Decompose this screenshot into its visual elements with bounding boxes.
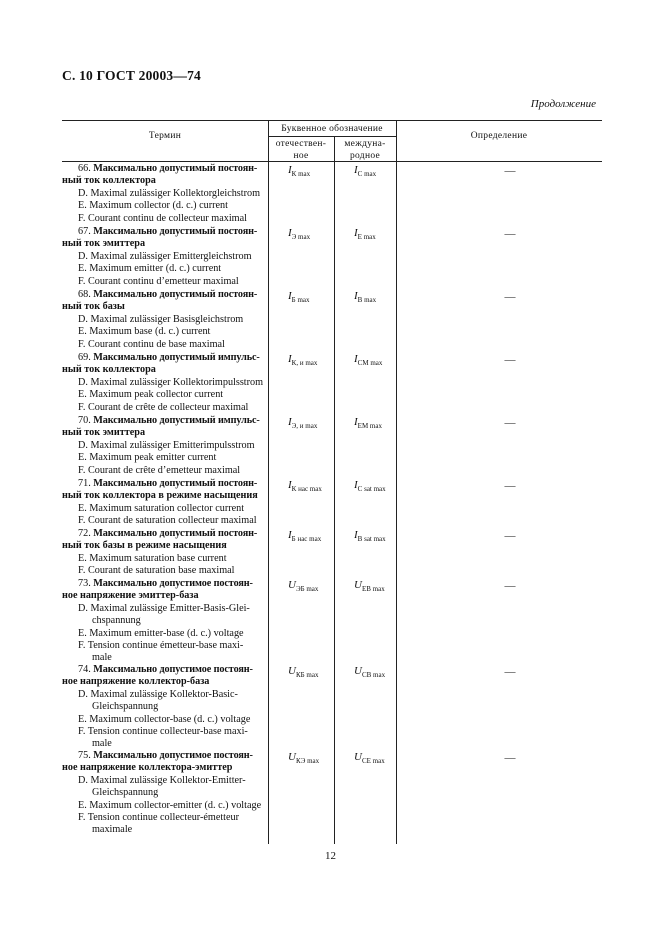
- definition-cell: —: [504, 530, 516, 542]
- page-header: С. 10 ГОСТ 20003—74: [62, 68, 201, 83]
- symbol-subscript: CE max: [361, 757, 385, 765]
- symbol-subscript: EM max: [357, 422, 382, 430]
- term-title-line: ное напряжение коллектор-база: [62, 676, 210, 688]
- translation-line: F. Tension continue collecteur-émetteur: [78, 812, 240, 824]
- symbol-base: U: [354, 665, 362, 677]
- term-title: [62, 352, 268, 364]
- domestic-symbol: [288, 416, 317, 430]
- definition-cell: —: [504, 228, 516, 240]
- symbol-base: I: [288, 164, 292, 176]
- symbol-subscript: ЭБ max: [295, 585, 319, 593]
- symbol-base: I: [288, 479, 292, 491]
- domestic-symbol: [288, 665, 318, 679]
- translation-line: Gleichspannung: [92, 701, 159, 713]
- term-title-line: ный ток базы в режиме насыщения: [62, 540, 227, 552]
- symbol-subscript: К, и max: [291, 359, 318, 367]
- header-international-line: междуна-: [344, 139, 386, 149]
- symbol-subscript: КЭ max: [295, 757, 320, 765]
- page-number: 12: [325, 850, 336, 862]
- term-number: 73.: [78, 578, 91, 589]
- term-title-line: Максимально допустимый импульс-: [93, 352, 260, 363]
- term-title: [62, 175, 268, 187]
- column-rule-definition: [396, 120, 397, 844]
- term-number: 70.: [78, 415, 91, 426]
- term-title: [62, 762, 268, 774]
- translation-line: D. Maximal zulässiger Emittergleichstrom: [78, 250, 252, 262]
- translation-line: D. Maximal zulässige Emitter-Basis-Glei-: [78, 602, 250, 614]
- translation-line: E. Maximum emitter (d. c.) current: [78, 263, 222, 275]
- term-number: 68.: [78, 289, 91, 300]
- symbol-base: I: [288, 353, 292, 365]
- international-symbol: [354, 416, 382, 430]
- term-title-line: ный ток базы: [62, 301, 125, 313]
- term-entry: [62, 226, 268, 288]
- column-rule-symbols: [334, 136, 335, 844]
- term-title-line: ное напряжение эмиттер-база: [62, 590, 199, 602]
- translation-line: E. Maximum base (d. c.) current: [78, 326, 211, 338]
- term-title-line: Максимально допустимый импульс-: [93, 415, 260, 426]
- symbol-base: I: [354, 529, 358, 541]
- translation-line: maximale: [92, 824, 133, 836]
- term-title-line: Максимально допустимое постоян-: [93, 750, 253, 761]
- domestic-symbol: [288, 164, 310, 178]
- term-title-line: ный ток коллектора в режиме насыщения: [62, 490, 258, 502]
- term-title-line: ный ток коллектора: [62, 175, 156, 187]
- translation-line: F. Courant continu d’emetteur maximal: [78, 275, 239, 287]
- term-title: [62, 590, 268, 602]
- international-symbol: [354, 353, 382, 367]
- term-entry: [62, 528, 268, 578]
- international-symbol: [354, 227, 376, 241]
- term-title-line: ное напряжение коллектора-эмиттер: [62, 762, 233, 774]
- term-title: [62, 578, 268, 590]
- symbol-subscript: Э, и max: [291, 422, 318, 430]
- term-title: [62, 490, 268, 502]
- international-symbol: [354, 479, 386, 493]
- term-title: [62, 415, 268, 427]
- translation-line: F. Courant de crête d’emetteur maximal: [78, 464, 241, 476]
- translation-line: F. Courant de saturation collecteur maximal: [78, 515, 257, 527]
- term-entry: [62, 664, 268, 751]
- term-title: [62, 750, 268, 762]
- term-entry: [62, 750, 268, 837]
- symbol-subscript: E max: [357, 233, 376, 241]
- definition-cell: —: [504, 666, 516, 678]
- international-symbol: [354, 751, 385, 765]
- definition-cell: —: [504, 354, 516, 366]
- terms-table: [62, 120, 602, 844]
- symbol-base: U: [288, 751, 296, 763]
- international-symbol: [354, 290, 376, 304]
- term-title-line: Максимально допустимый постоян-: [93, 478, 258, 489]
- translation-line: E. Maximum peak collector current: [78, 389, 224, 401]
- term-title-line: Максимально допустимый постоян-: [93, 289, 258, 300]
- header-domestic-line: отечествен-: [275, 139, 327, 149]
- symbol-base: I: [354, 479, 358, 491]
- term-title: [62, 664, 268, 676]
- translation-line: E. Maximum emitter-base (d. c.) voltage: [78, 627, 244, 639]
- definition-cell: —: [504, 752, 516, 764]
- continued-label: Продолжение: [530, 98, 596, 110]
- header-term: Термин: [148, 131, 182, 141]
- term-entry: [62, 415, 268, 477]
- term-title-line: Максимально допустимый постоян-: [93, 528, 258, 539]
- term-title: [62, 301, 268, 313]
- term-title-line: Максимально допустимое постоян-: [93, 664, 253, 675]
- term-entry: [62, 289, 268, 351]
- domestic-symbol: [288, 353, 317, 367]
- translation-line: F. Courant continu de collecteur maximal: [78, 212, 247, 224]
- symbol-base: I: [288, 416, 292, 428]
- translation-line: E. Maximum collector (d. c.) current: [78, 200, 228, 212]
- symbol-subscript: КБ max: [295, 671, 319, 679]
- header-designation: Буквенное обозначение: [281, 124, 383, 134]
- term-title-line: ный ток эмиттера: [62, 427, 146, 439]
- definition-cell: —: [504, 291, 516, 303]
- term-entry: [62, 163, 268, 225]
- term-title: [62, 528, 268, 540]
- term-title-line: Максимально допустимое постоян-: [93, 578, 253, 589]
- term-entry: [62, 578, 268, 665]
- symbol-base: I: [354, 416, 358, 428]
- term-title-line: ный ток коллектора: [62, 364, 156, 376]
- symbol-subscript: B sat max: [357, 535, 386, 543]
- international-symbol: [354, 164, 376, 178]
- international-symbol: [354, 529, 386, 543]
- symbol-base: I: [354, 164, 358, 176]
- term-number: 66.: [78, 163, 91, 174]
- term-title: [62, 226, 268, 238]
- term-number: 71.: [78, 478, 91, 489]
- symbol-subscript: Б нас max: [291, 535, 322, 543]
- symbol-subscript: Э max: [291, 233, 311, 241]
- term-number: 67.: [78, 226, 91, 237]
- term-title: [62, 163, 268, 175]
- translation-line: E. Maximum peak emitter current: [78, 452, 217, 464]
- translation-line: E. Maximum saturation collector current: [78, 502, 245, 514]
- international-symbol: [354, 665, 385, 679]
- header-international-line: родное: [349, 151, 381, 161]
- column-rule-term: [268, 120, 269, 844]
- symbol-subscript: CM max: [357, 359, 383, 367]
- designation-split-rule: [268, 136, 396, 137]
- translation-line: F. Tension continue collecteur-base maxi-: [78, 726, 248, 738]
- symbol-base: U: [288, 579, 296, 591]
- international-symbol: [354, 579, 385, 593]
- translation-line: F. Courant de saturation base maximal: [78, 565, 235, 577]
- definition-cell: —: [504, 165, 516, 177]
- symbol-base: I: [354, 290, 358, 302]
- translation-line: D. Maximal zulässiger Basisgleichstrom: [78, 313, 244, 325]
- symbol-base: U: [354, 579, 362, 591]
- domestic-symbol: [288, 529, 321, 543]
- header-definition: Определение: [470, 131, 528, 141]
- domestic-symbol: [288, 479, 322, 493]
- domestic-symbol: [288, 290, 310, 304]
- symbol-base: U: [288, 665, 296, 677]
- symbol-base: I: [288, 227, 292, 239]
- term-title-line: Максимально допустимый постоян-: [93, 226, 258, 237]
- symbol-subscript: EB max: [361, 585, 385, 593]
- symbol-subscript: К max: [291, 170, 311, 178]
- translation-line: F. Courant continu de base maximal: [78, 338, 225, 350]
- domestic-symbol: [288, 579, 318, 593]
- term-title: [62, 676, 268, 688]
- symbol-base: I: [354, 353, 358, 365]
- header-international: [334, 138, 396, 162]
- translation-line: E. Maximum saturation base current: [78, 552, 227, 564]
- translation-line: Gleichspannung: [92, 787, 159, 799]
- translation-line: E. Maximum collector-emitter (d. c.) voltage: [78, 799, 262, 811]
- term-number: 75.: [78, 750, 91, 761]
- header-domestic: [268, 138, 334, 162]
- definition-cell: —: [504, 480, 516, 492]
- symbol-subscript: C sat max: [357, 485, 386, 493]
- domestic-symbol: [288, 751, 319, 765]
- term-title: [62, 364, 268, 376]
- term-title-line: Максимально допустимый постоян-: [93, 163, 258, 174]
- term-title: [62, 478, 268, 490]
- translation-line: D. Maximal zulässiger Emitterimpulsstrom: [78, 439, 255, 451]
- symbol-subscript: Б max: [291, 296, 310, 304]
- symbol-base: I: [288, 290, 292, 302]
- term-title-line: ный ток эмиттера: [62, 238, 146, 250]
- domestic-symbol: [288, 227, 310, 241]
- translation-line: male: [92, 738, 112, 750]
- translation-line: D. Maximal zulässiger Kollektorgleichstrom: [78, 187, 261, 199]
- term-number: 69.: [78, 352, 91, 363]
- definition-cell: —: [504, 580, 516, 592]
- translation-line: F. Tension continue émetteur-base maxi-: [78, 640, 244, 652]
- term-entry: [62, 478, 268, 528]
- symbol-subscript: К нас max: [291, 485, 322, 493]
- definition-cell: —: [504, 417, 516, 429]
- translation-line: chspannung: [92, 615, 141, 627]
- translation-line: F. Courant de crête de collecteur maximal: [78, 401, 249, 413]
- term-number: 72.: [78, 528, 91, 539]
- symbol-base: I: [354, 227, 358, 239]
- term-entry: [62, 352, 268, 414]
- term-number: 74.: [78, 664, 91, 675]
- term-title: [62, 427, 268, 439]
- translation-line: D. Maximal zulässige Kollektor-Basic-: [78, 688, 238, 700]
- term-title: [62, 540, 268, 552]
- symbol-subscript: C max: [357, 170, 377, 178]
- term-title: [62, 238, 268, 250]
- symbol-subscript: CB max: [361, 671, 386, 679]
- term-title: [62, 289, 268, 301]
- table-top-rule: [62, 120, 602, 121]
- header-domestic-line: ное: [293, 151, 309, 161]
- translation-line: D. Maximal zulässige Kollektor-Emitter-: [78, 774, 246, 786]
- translation-line: male: [92, 652, 112, 664]
- symbol-base: I: [288, 529, 292, 541]
- symbol-subscript: B max: [357, 296, 377, 304]
- symbol-base: U: [354, 751, 362, 763]
- translation-line: E. Maximum collector-base (d. c.) voltage: [78, 713, 251, 725]
- translation-line: D. Maximal zulässiger Kollektorimpulsstrom: [78, 376, 264, 388]
